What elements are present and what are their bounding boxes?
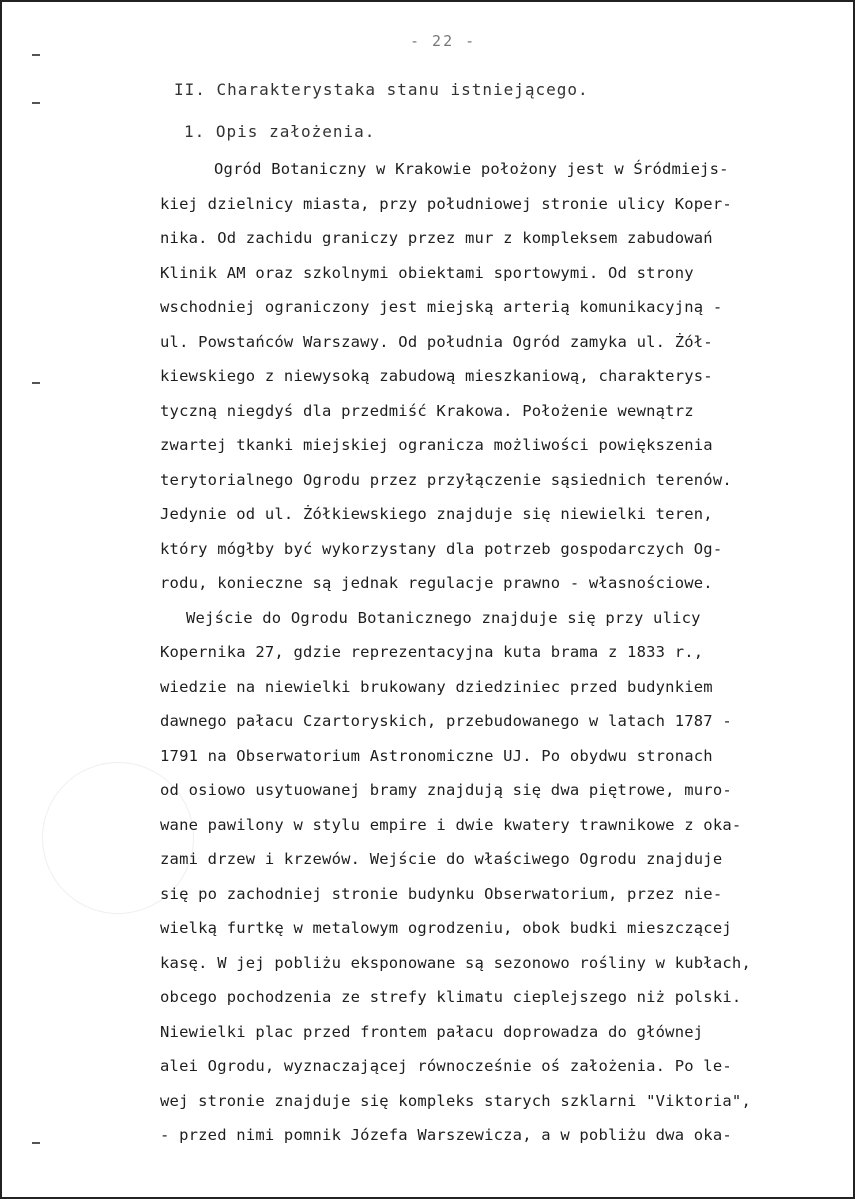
text-line: dawnego pałacu Czartoryskich, przebudowanego w latach 1787 -: [160, 712, 732, 730]
text-line: Niewielki plac przed frontem pałacu doprowadza do głównej: [160, 1022, 704, 1041]
margin-mark: [32, 382, 40, 384]
margin-mark: [32, 102, 40, 104]
text-line: się po zachodniej stronie budynku Obserwatorium, przez nie-: [160, 884, 723, 903]
text-line: Kopernika 27, gdzie reprezentacyjna kuta brama z 1833 r.,: [160, 643, 704, 661]
margin-mark: [32, 1142, 40, 1144]
text-line: alei Ogrodu, wyznaczającej równocześnie oś założenia. Po le-: [160, 1057, 732, 1075]
text-line: kiej dzielnicy miasta, przy południowej stronie ulicy Koper-: [160, 194, 732, 213]
margin-mark: [32, 54, 40, 56]
text-line: kiewskiego z niewysoką zabudową mieszkaniową, charakterys-: [160, 367, 713, 385]
text-line: wane pawilony w stylu empire i dwie kwatery trawnikowe z oka-: [160, 815, 742, 834]
section-heading: II. Charakterystaka stanu istniejącego.: [174, 80, 589, 99]
text-line: 1791 na Obserwatorium Astronomiczne UJ. Po obydwu stronach: [160, 746, 713, 765]
text-line: rodu, konieczne są jednak regulacje prawno - własnościowe.: [160, 574, 713, 592]
text-line: wschodniej ograniczony jest miejską arterią komunikacyjną -: [160, 298, 723, 316]
text-line: Ogród Botaniczny w Krakowie położony jest w Śródmiejs-: [214, 160, 729, 178]
text-line: nika. Od zachidu graniczy przez mur z kompleksem zabudowań: [160, 229, 713, 247]
text-line: Klinik AM oraz szkolnymi obiektami sportowymi. Od strony: [160, 263, 694, 282]
body-text: [160, 152, 820, 1153]
text-line: tyczną niegdyś dla przedmiść Krakowa. Położenie wewnątrz: [160, 401, 694, 420]
text-line: - przed nimi pomnik Józefa Warszewicza, a w pobliżu dwa oka-: [160, 1126, 732, 1144]
text-line: który mógłby być wykorzystany dla potrzeb gospodarczych Og-: [160, 539, 723, 558]
text-line: wej stronie znajduje się kompleks starych szklarni "Viktoria",: [160, 1091, 751, 1110]
text-line: kasę. W jej pobliżu eksponowane są sezonowo rośliny w kubłach,: [160, 953, 751, 972]
text-line: wielką furtkę w metalowym ogrodzeniu, obok budki mieszczącej: [160, 919, 732, 937]
text-line: obcego pochodzenia ze strefy klimatu cieplejszego niż polski.: [160, 988, 742, 1006]
text-line: wiedzie na niewielki brukowany dziedziniec przed budynkiem: [160, 677, 713, 696]
sub-heading: 1. Opis założenia.: [184, 122, 376, 141]
text-line: terytorialnego Ogrodu przez przyłączenie sąsiednich terenów.: [160, 470, 732, 489]
text-line: Wejście do Ogrodu Botanicznego znajduje się przy ulicy: [186, 608, 701, 627]
text-line: zami drzew i krzewów. Wejście do właściwego Ogrodu znajduje: [160, 850, 723, 868]
text-line: Jedynie od ul. Żółkiewskiego znajduje się niewielki teren,: [160, 505, 713, 523]
text-line: od osiowo usytuowanej bramy znajdują się dwa piętrowe, muro-: [160, 781, 732, 799]
text-line: ul. Powstańców Warszawy. Od południa Ogród zamyka ul. Żół-: [160, 332, 713, 351]
page-number: - 22 -: [410, 32, 477, 50]
text-line: zwartej tkanki miejskiej ogranicza możliwości powiększenia: [160, 436, 713, 454]
